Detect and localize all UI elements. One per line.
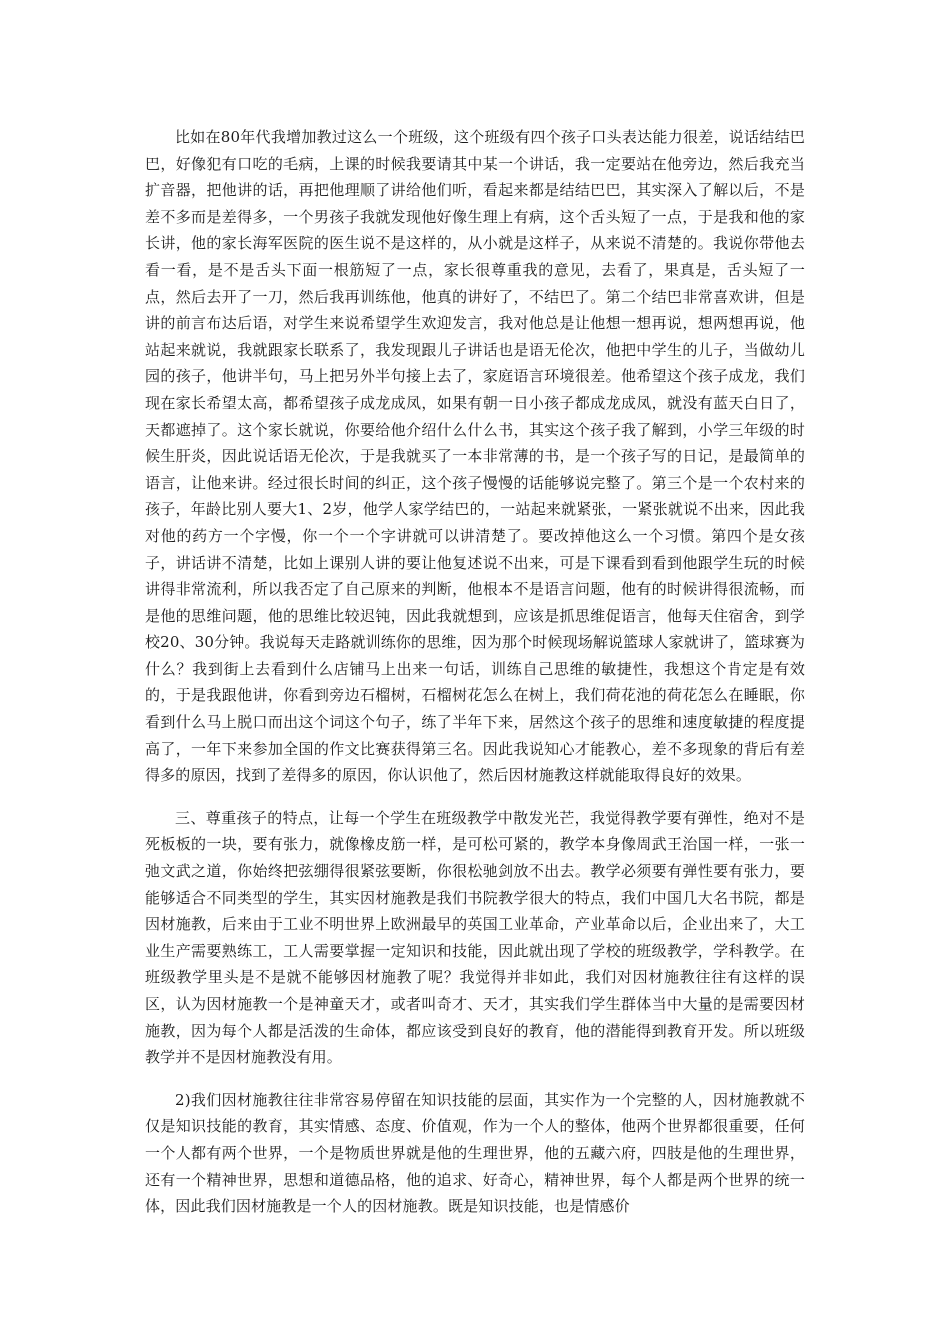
paragraph-1: 比如在80年代我增加教过这么一个班级，这个班级有四个孩子口头表达能力很差，说话结结巴巴，好像犯有口吃的毛病，上课的时候我要请其中某一个讲话，我一定要站在他旁边，然后我充当扩音器，把他讲的话，再把他理顺了讲给他们听，看起来都是结结巴巴，其实深入了解以后，不是差不多而是差得多，一个男孩子我就发现他好像生理上有病，这个舌头短了一点，于是我和他的家长讲，他的家长海军医院的医生说不是这样的，从小就是这样子，从来说不清楚的。我说你带他去看一看，是不是舌头下面一根筋短了一点，家长很尊重我的意见，去看了，果真是，舌头短了一点，然后去开了一刀，然后我再训练他，他真的讲好了，不结巴了。第二个结巴非常喜欢讲，但是讲的前言布达后语，对学生来说希望学生欢迎发言，我对他总是让他想一想再说，想两想再说，他站起来就说，我就跟家长联系了，我发现跟儿子讲话也是语无伦次，他把中学生的儿子，当做幼儿园的孩子，他讲半句，马上把另外半句接上去了，家庭语言环境很差。他希望这个孩子成龙，我们现在家长希望太高，都希望孩子成龙成凤，如果有朝一日小孩子都成龙成凤，就没有蓝天白日了，天都遮掉了。这个家长就说，你要给他介绍什么什么书，其实这个孩子我了解到，小学三年级的时候生肝炎，因此说话语无伦次，于是我就买了一本非常薄的书，是一个孩子写的日记，是最简单的语言，让他来讲。经过很长时间的纠正，这个孩子慢慢的话能够说完整了。第三个是一个农村来的孩子，年龄比别人要大1、2岁，他学人家学结巴的，一站起来就紧张，一紧张就说不出来，因此我对他的药方一个字慢，你一个一个字讲就可以讲清楚了。要改掉他这么一个习惯。第四个是女孩子，讲话讲不清楚，比如上课别人讲的要让他复述说不出来，可是下课看到看到他跟学生玩的时候讲得非常流利，所以我否定了自己原来的判断，他根本不是语言问题，他有的时候讲得很流畅，而是他的思维问题，他的思维比较迟钝，因此我就想到，应该是抓思维促语言，他每天住宿舍，到学校20、30分钟。我说每天走路就训练你的思维，因为那个时候现场解说篮球人家就讲了，篮球赛为什么？我到街上去看到什么店铺马上出来一句话，训练自己思维的敏捷性，我想这个肯定是有效的，于是我跟他讲，你看到旁边石榴树，石榴树花怎么在树上，我们荷花池的荷花怎么在睡眠，你看到什么马上脱口而出这个词这个句子，练了半年下来，居然这个孩子的思维和速度敏捷的程度提高了，一年下来参加全国的作文比赛获得第三名。因此我说知心才能教心，差不多现象的背后有差得多的原因，找到了差得多的原因，你认识他了，然后因材施教这样就能取得良好的效果。	[145, 128, 805, 785]
paragraph-2: 三、尊重孩子的特点，让每一个学生在班级教学中散发光芒，我觉得教学要有弹性，绝对不是死板板的一块，要有张力，就像橡皮筋一样，是可松可紧的，教学本身像周武王治国一样，一张一弛文武之道，你始终把弦绷得很紧弦要断，你很松驰剑放不出去。教学必须要有弹性要有张力，要能够适合不同类型的学生，其实因材施教是我们书院教学很大的特点，我们中国几大名书院，都是因材施教，后来由于工业不明世界上欧洲最早的英国工业革命，产业革命以后，企业出来了，大工业生产需要熟练工，工人需要掌握一定知识和技能，因此就出现了学校的班级教学，学科教学。在班级教学里头是不是就不能够因材施教了呢？我觉得并非如此，我们对因材施教往往有这样的误区，认为因材施教一个是神童天才，或者叫奇才、天才，其实我们学生群体当中大量的是需要因材施教，因为每个人都是活泼的生命体，都应该受到良好的教育，他的潜能得到教育开发。所以班级教学并不是因材施教没有用。	[145, 808, 805, 1067]
document-body	[145, 124, 805, 1220]
paragraph-3: 2)我们因材施教往往非常容易停留在知识技能的层面，其实作为一个完整的人，因材施教就不仅是知识技能的教育，其实情感、态度、价值观，作为一个人的整体，他两个世界都很重要，任何一个人都有两个世界，一个是物质世界就是他的生理世界，他的五藏六府，四肢是他的生理世界，还有一个精神世界，思想和道德品格，他的追求、好奇心，精神世界，每个人都是两个世界的统一体，因此我们因材施教是一个人的因材施教。既是知识技能，也是情感价	[145, 1090, 805, 1216]
